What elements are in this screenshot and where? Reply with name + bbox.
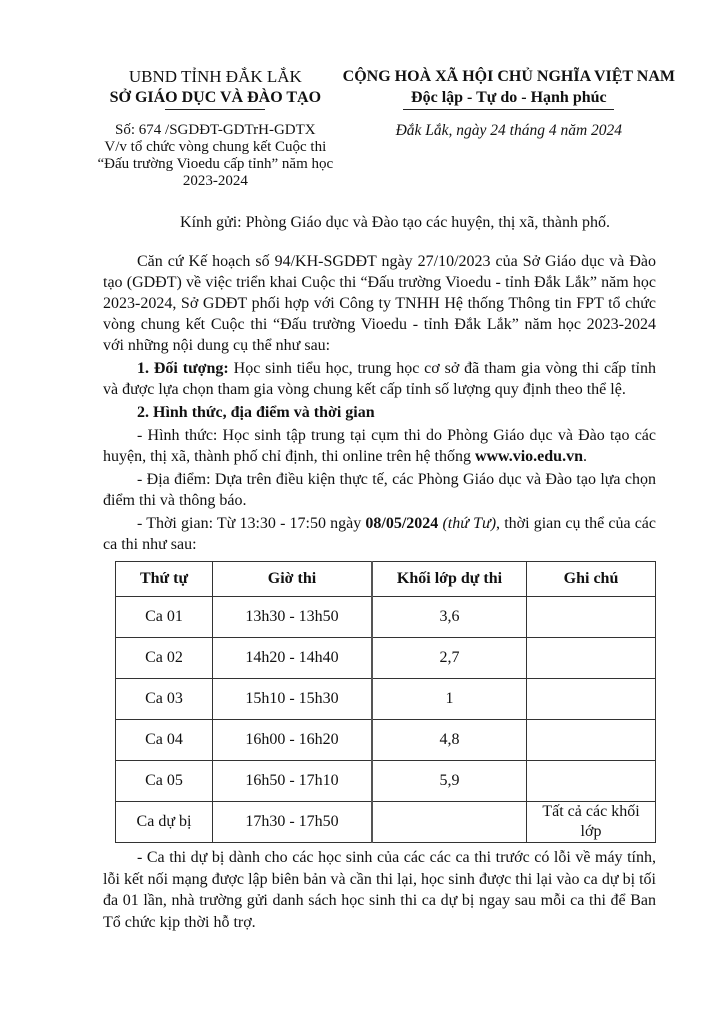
subject-line: V/v tổ chức vòng chung kết Cuộc thi xyxy=(104,139,327,155)
section-2-heading-text: 2. Hình thức, địa điểm và thời gian xyxy=(137,404,375,421)
table-row xyxy=(116,720,656,761)
table-row xyxy=(116,802,656,843)
cell-order: Ca 01 xyxy=(116,597,213,638)
cell-order: Ca 05 xyxy=(116,761,213,802)
section-2-heading xyxy=(103,402,656,423)
cell-time: 17h30 - 17h50 xyxy=(213,802,373,843)
cell-order: Ca 04 xyxy=(116,720,213,761)
cell-notes xyxy=(527,720,656,761)
table-header-row xyxy=(116,562,656,597)
form-text: - Hình thức: Học sinh tập trung tại cụm thi do Phòng Giáo dục và Đào tạo các huyện, thị xã, thành phố chỉ định, thi online trên hệ thống xyxy=(103,427,656,465)
cell-grades: 4,8 xyxy=(372,720,527,761)
cell-notes xyxy=(527,761,656,802)
cell-grades: 2,7 xyxy=(372,638,527,679)
reserve-note-block xyxy=(103,847,656,933)
table-row xyxy=(116,679,656,720)
section-1-heading: 1. Đối tượng: xyxy=(137,360,229,377)
cell-grades: 1 xyxy=(372,679,527,720)
header-order: Thứ tự xyxy=(116,562,213,597)
document-body xyxy=(103,251,656,555)
national-header xyxy=(343,66,675,190)
date-line: Đắk Lắk, ngày 24 tháng 4 năm 2024 xyxy=(395,122,623,139)
subject-line: “Đấu trường Vioedu cấp tỉnh” năm học xyxy=(97,156,334,172)
form-end: . xyxy=(582,448,587,465)
header-row xyxy=(88,66,675,190)
schedule-table xyxy=(115,561,656,843)
cell-grades: 5,9 xyxy=(372,761,527,802)
time-text: - Thời gian: Từ 13:30 - 17:50 ngày xyxy=(137,515,366,532)
contest-url[interactable]: www.vio.edu.vn xyxy=(474,448,583,465)
subject-line: 2023-2024 xyxy=(182,173,248,189)
cell-notes xyxy=(527,679,656,720)
nation-name: CỘNG HOÀ XÃ HỘI CHỦ NGHĨA VIỆT NAM xyxy=(342,68,675,85)
cell-notes xyxy=(527,638,656,679)
table-row xyxy=(116,597,656,638)
cell-time: 16h00 - 16h20 xyxy=(213,720,373,761)
cell-time: 16h50 - 17h10 xyxy=(213,761,373,802)
header-notes: Ghi chú xyxy=(527,562,656,597)
document-number: Số: 674 /SGDĐT-GDTrH-GDTX xyxy=(115,122,316,138)
cell-grades: 3,6 xyxy=(372,597,527,638)
exam-weekday: (thứ Tư) xyxy=(442,515,497,532)
issuer-underline xyxy=(165,109,265,110)
cell-grades xyxy=(372,802,527,843)
issuer-block xyxy=(88,66,343,190)
cell-time: 15h10 - 15h30 xyxy=(213,679,373,720)
motto-underline xyxy=(403,109,614,110)
section-1-text: Học sinh tiểu học, trung học cơ sở đã tham gia vòng thi cấp tỉnh và được lựa chọn tham gia vòng chung kết cấp tỉnh số lượng quy định theo thể lệ. xyxy=(103,360,657,398)
reserve-note: - Ca thi dự bị dành cho các học sinh của các các ca thi trước có lỗi về máy tính, lỗi kết nối mạng được lập biên bản và cần thi lại, học sinh được thi lại vào ca dự bị tối đa 01 lần, nhà trường gửi danh sách học sinh thi ca dự bị ngay sau mỗi ca thi để Ban Tổ chức kịp thời hỗ trợ. xyxy=(103,849,656,931)
document-reference xyxy=(88,122,343,190)
cell-order: Ca dự bị xyxy=(116,802,213,843)
form-paragraph xyxy=(103,425,656,467)
location-paragraph: - Địa điểm: Dựa trên điều kiện thực tế, các Phòng Giáo dục và Đào tạo lựa chọn điểm thi và thông báo. xyxy=(103,471,656,509)
cell-order: Ca 03 xyxy=(116,679,213,720)
time-end: , thời gian cụ thể của các ca thi như sau: xyxy=(103,515,657,553)
cell-notes xyxy=(527,597,656,638)
cell-order: Ca 02 xyxy=(116,638,213,679)
header-time: Giờ thi xyxy=(213,562,373,597)
national-motto: Độc lập - Tự do - Hạnh phúc xyxy=(411,89,607,106)
table-row xyxy=(116,761,656,802)
cell-notes: Tất cả các khối lớp xyxy=(527,802,656,843)
cell-time: 14h20 - 14h40 xyxy=(213,638,373,679)
agency-name: UBND TỈNH ĐẮK LẮK xyxy=(128,67,302,86)
exam-date: 08/05/2024 xyxy=(365,515,439,532)
recipient-line: Kính gửi: Phòng Giáo dục và Đào tạo các huyện, thị xã, thành phố. xyxy=(180,214,610,231)
cell-time: 13h30 - 13h50 xyxy=(213,597,373,638)
time-paragraph xyxy=(103,513,656,555)
section-1-paragraph xyxy=(103,358,656,400)
intro-paragraph: Căn cứ Kế hoạch số 94/KH-SGDĐT ngày 27/10/2023 của Sở Giáo dục và Đào tạo (GDĐT) về việc triển khai Cuộc thi “Đấu trường Vioedu - tỉnh Đắk Lắk” năm học 2023-2024, Sở GDĐT phối hợp với Công ty TNHH Hệ thống Thông tin FPT tổ chức vòng chung kết Cuộc thi “Đấu trường Vioedu - tỉnh Đắk Lắk” năm học 2023-2024 với những nội dung cụ thể như sau: xyxy=(103,253,656,354)
table-row xyxy=(116,638,656,679)
department-name: SỞ GIÁO DỤC VÀ ĐÀO TẠO xyxy=(109,89,322,106)
header-grades: Khối lớp dự thi xyxy=(372,562,527,597)
